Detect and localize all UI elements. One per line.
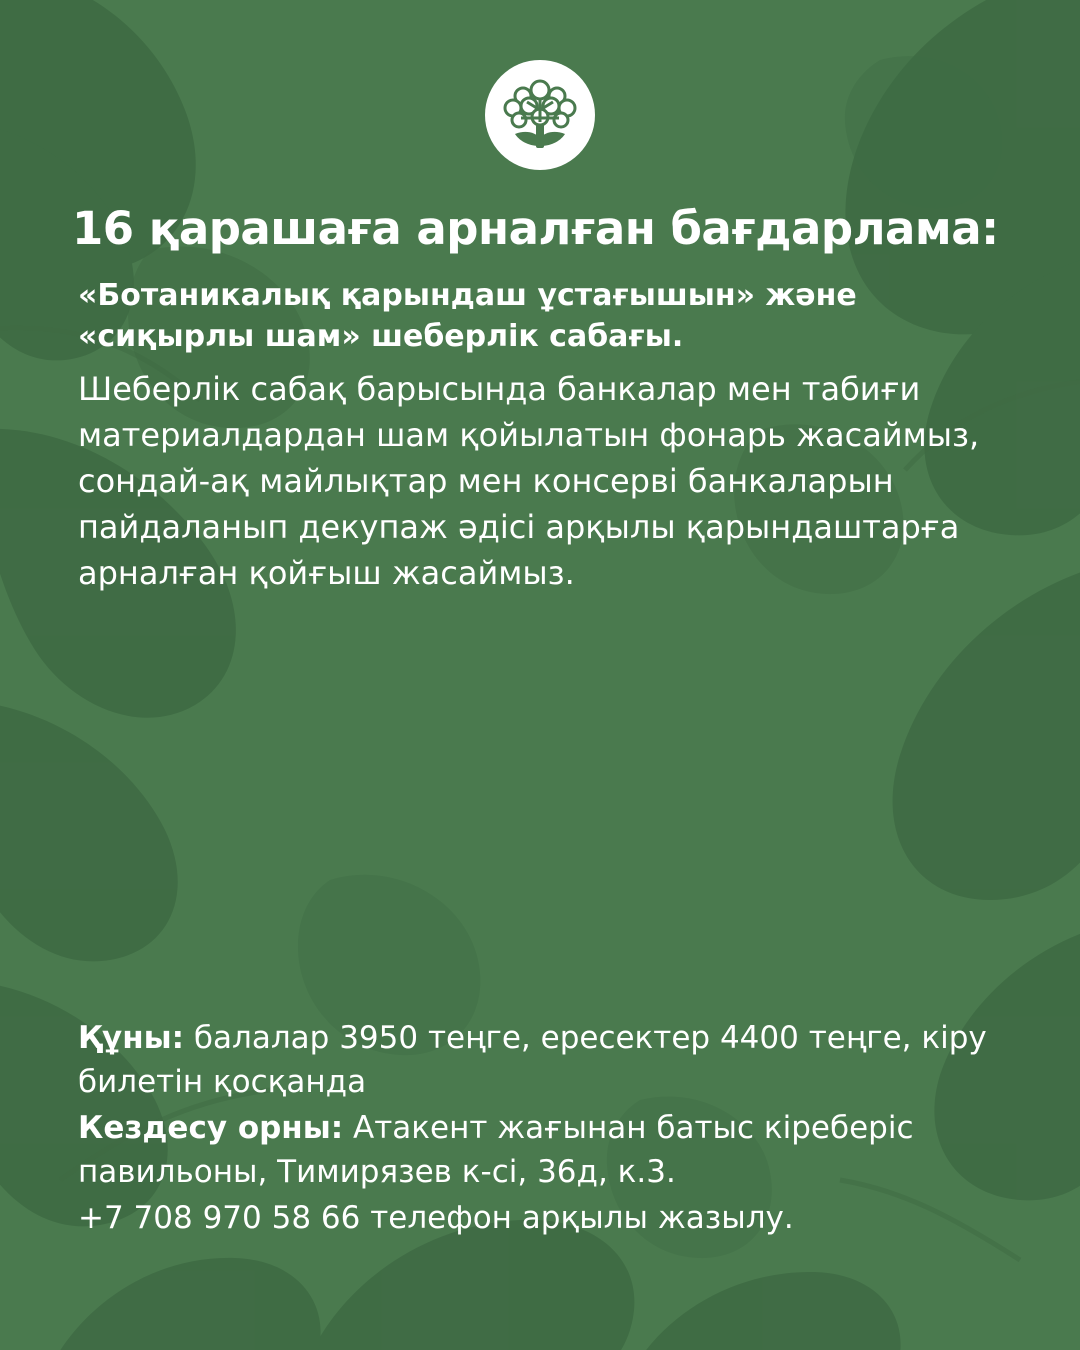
subtitle: «Ботаникалық қарындаш ұстағышын» және «сиқырлы шам» шеберлік сабағы. [78,278,857,355]
place-label: Кездесу орны: [78,1109,344,1146]
description-text: Шеберлік сабақ барысында банкалар мен табиғи материалдардан шам қойылатын фонарь жасаймыз, сондай-ақ майлықтар мен консерві банкаларын пайдаланып декупаж әдісі арқылы қарындаштарға арналған қойғыш жасаймыз. [78,369,980,593]
tree-in-circle-logo-icon [485,60,595,170]
details-block [72,1016,1008,1310]
page-title: 16 қарашаға арналған бағдарлама: [72,202,999,255]
place-line [78,1106,1008,1194]
logo [72,60,1008,170]
price-value: балалар 3950 теңге, ересектер 4400 теңге, кіру билетін қосқанда [78,1019,987,1100]
price-line [78,1016,1008,1104]
price-label: Құны: [78,1019,185,1056]
place-value: Атакент жағынан батыс кіреберіс павильоны, Тимирязев к-сі, 36д, к.3. [78,1109,914,1190]
spacer [72,596,1008,1016]
phone-line: +7 708 970 58 66 телефон арқылы жазылу. [78,1199,794,1236]
